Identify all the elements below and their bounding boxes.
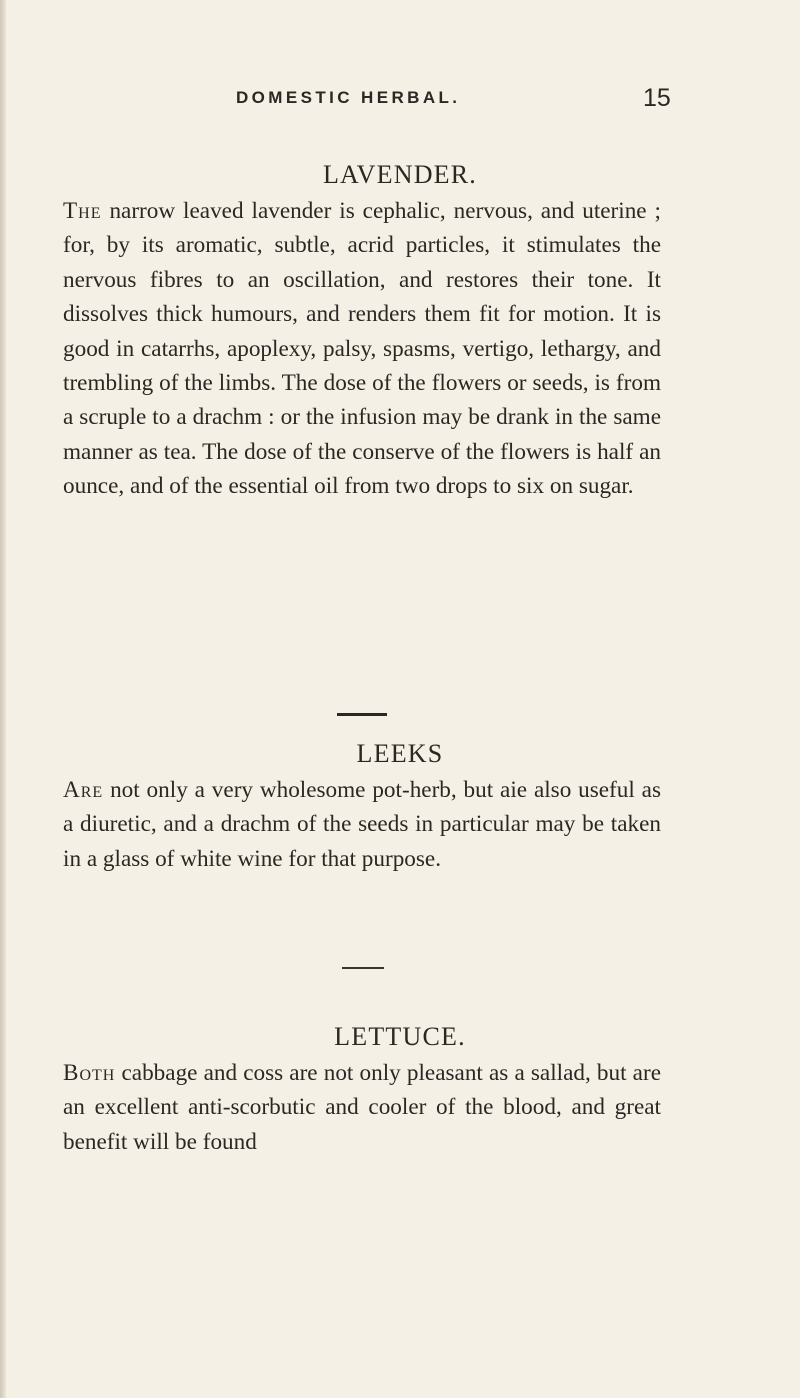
section-text: not only a very wholesome pot-herb, but aie also useful as a diuretic, and a drachm of the seeds in particular may be taken in a glass of white wine for that purpose. bbox=[63, 777, 661, 872]
page-number: 15 bbox=[643, 84, 671, 112]
section-first-word: Both bbox=[63, 1060, 116, 1086]
section-heading-lettuce: LETTUCE. bbox=[334, 1022, 466, 1051]
section-heading-leeks: LEEKS bbox=[356, 739, 444, 768]
running-title: DOMESTIC HERBAL. bbox=[236, 88, 461, 107]
section-text: cabbage and coss are not only pleasant as a sallad, but are an excellent anti-scorbutic and cooler of the blood, and great benefit will be found bbox=[63, 1060, 661, 1155]
section-body-lavender bbox=[63, 194, 661, 504]
running-head bbox=[0, 84, 800, 118]
page-edge bbox=[0, 0, 6, 1398]
section-body-leeks bbox=[63, 773, 661, 876]
section-first-word: The bbox=[63, 198, 102, 224]
section-divider bbox=[337, 713, 387, 716]
section-first-word: Are bbox=[63, 777, 104, 803]
section-heading-lavender: LAVENDER. bbox=[322, 160, 478, 189]
section-divider bbox=[342, 967, 384, 969]
section-text: narrow leaved lavender is cephalic, nervous, and uterine ; for, by its aromatic, subtle, acrid particles, it stimulates the nervous fibres to an oscillation, and restores their tone. It dissolves thick humours, and renders them fit for motion. It is good in catarrhs, apoplexy, palsy, spasms, vertigo, lethargy, and trembling of the limbs. The dose of the flowers or seeds, is from a scruple to a drachm : or the infusion may be drank in the same manner as tea. The dose of the conserve of the flowers is half an ounce, and of the essential oil from two drops to six on sugar. bbox=[63, 198, 661, 500]
section-body-lettuce bbox=[63, 1056, 661, 1159]
